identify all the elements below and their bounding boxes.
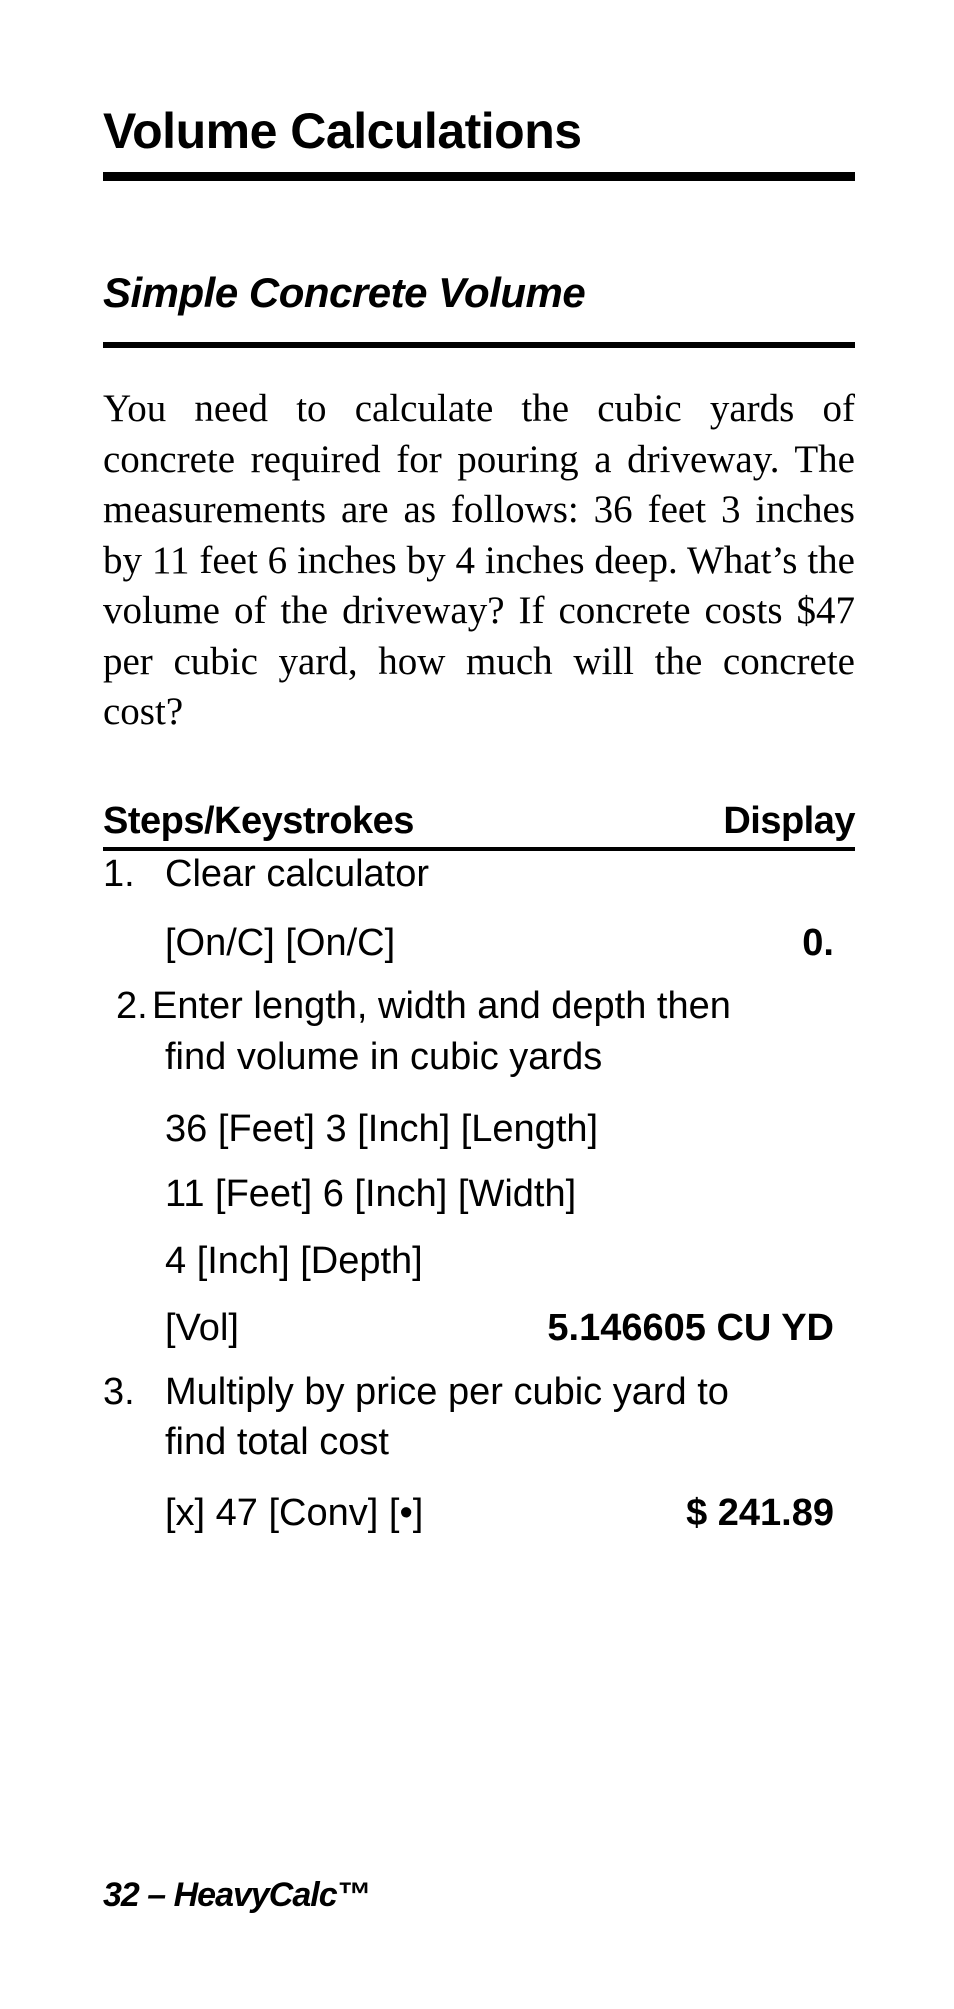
page-footer: 32 – HeavyCalc™ (103, 1876, 370, 1914)
step-2-number: 2. (116, 985, 148, 1027)
page-title: Volume Calculations (103, 103, 582, 159)
section-title: Simple Concrete Volume (103, 269, 586, 316)
step-2-display: 5.146605 CU YD (547, 1307, 834, 1349)
steps-column-header: Steps/Keystrokes (103, 800, 414, 842)
step-3-description-line-1: Multiply by price per cubic yard to (165, 1371, 729, 1413)
section-divider (103, 342, 855, 348)
step-1-display: 0. (802, 922, 834, 964)
step-2-description-line-1: Enter length, width and depth then (152, 985, 731, 1027)
step-2-description-line-2: find volume in cubic yards (165, 1036, 603, 1078)
step-3-display: $ 241.89 (686, 1492, 834, 1534)
title-divider (103, 172, 855, 181)
step-2-keystrokes-width: 11 [Feet] 6 [Inch] [Width] (165, 1173, 577, 1215)
steps-table-header (103, 787, 855, 843)
intro-paragraph: You need to calculate the cubic yards of concrete required for pouring a driveway. The measurements are as follows: 36 feet 3 inches by 11 feet 6 inches by 4 inches deep. What’s the volume of the driveway? If concrete costs $47 per cubic yard, how much will the concrete cost? (103, 387, 855, 733)
step-3-description-line-2: find total cost (165, 1421, 389, 1463)
step-1-keystrokes: [On/C] [On/C] (165, 922, 396, 964)
step-2-keystrokes-depth: 4 [Inch] [Depth] (165, 1240, 423, 1282)
step-3-number: 3. (103, 1371, 135, 1413)
step-2-keystrokes-volume: [Vol] (165, 1307, 239, 1349)
step-3-keystrokes: [x] 47 [Conv] [•] (165, 1492, 424, 1534)
step-1-number: 1. (103, 853, 135, 895)
step-2-keystrokes-length: 36 [Feet] 3 [Inch] [Length] (165, 1108, 599, 1150)
step-1-description: Clear calculator (165, 853, 429, 895)
display-column-header: Display (723, 800, 855, 842)
